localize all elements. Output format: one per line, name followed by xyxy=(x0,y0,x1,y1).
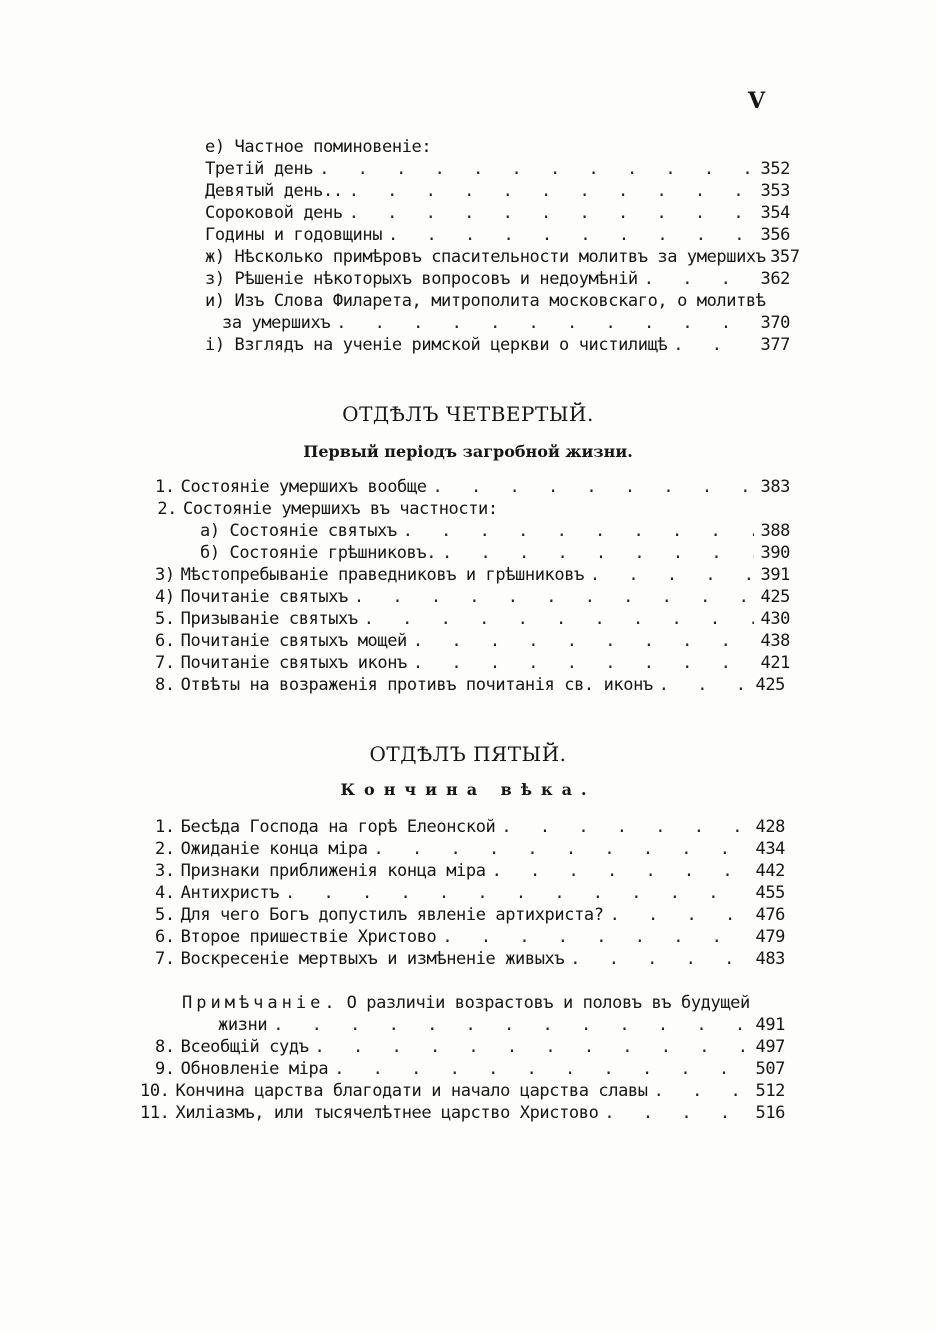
toc-entry-number: 9. xyxy=(155,1059,175,1079)
toc-entry-label: Третій день xyxy=(205,159,314,179)
toc-entry[interactable] xyxy=(155,816,785,838)
toc-entry-number: 4) xyxy=(155,587,175,607)
toc-entry-page: 479 xyxy=(755,927,785,947)
leader-dots xyxy=(610,904,749,926)
note-line xyxy=(182,992,785,1014)
toc-entry-page: 442 xyxy=(755,861,785,881)
toc-intro-label: е) Частное поминовеніе: xyxy=(205,137,432,157)
toc-entry-page: 356 xyxy=(760,225,790,245)
toc-entry-number: 5. xyxy=(155,905,175,925)
toc-entry[interactable] xyxy=(205,246,800,268)
toc-entry-page: 516 xyxy=(755,1103,785,1123)
toc-entry[interactable] xyxy=(155,674,785,696)
toc-entry-page: 428 xyxy=(755,817,785,837)
toc-entry-page: 455 xyxy=(755,883,785,903)
leader-dots xyxy=(654,1080,749,1102)
toc-entry-label: Для чего Богъ допустилъ явленіе артихриста? xyxy=(180,905,604,925)
toc-entry-page: 390 xyxy=(760,543,790,563)
toc-entry-label: а) Состояніе святыхъ xyxy=(200,521,397,541)
toc-entry-number: 10. xyxy=(140,1081,170,1101)
leader-dots xyxy=(364,608,754,630)
toc-entry[interactable] xyxy=(222,312,790,334)
toc-entry[interactable] xyxy=(155,652,790,674)
toc-entry[interactable] xyxy=(155,564,790,586)
toc-entry[interactable] xyxy=(205,334,790,356)
toc-entry[interactable] xyxy=(155,948,785,970)
leader-dots xyxy=(590,564,754,586)
toc-entry-page: 377 xyxy=(760,335,790,355)
toc-entry[interactable] xyxy=(205,290,790,312)
toc-entry-label: ж) Нѣсколько примѣровъ спасительности молитвъ за умершихъ xyxy=(205,247,766,267)
toc-entry-label: б) Состояніе грѣшниковъ. xyxy=(200,543,437,563)
toc-entry-label: Почитаніе святыхъ мощей xyxy=(180,631,407,651)
toc-entry[interactable] xyxy=(155,904,785,926)
toc-entry-page: 430 xyxy=(760,609,790,629)
toc-entry-label: Обновленіе міра xyxy=(180,1059,329,1079)
toc-entry-page: 483 xyxy=(755,949,785,969)
toc-entry[interactable] xyxy=(155,860,785,882)
leader-dots xyxy=(285,882,749,904)
leader-dots xyxy=(644,268,754,290)
toc-entry-label: Второе пришествіе Христово xyxy=(180,927,437,947)
toc-entry-page: 362 xyxy=(760,269,790,289)
toc-entry-label: за умершихъ xyxy=(222,313,331,333)
toc-entry-page: 497 xyxy=(755,1037,785,1057)
toc-entry[interactable] xyxy=(200,520,790,542)
toc-entry[interactable] xyxy=(218,1014,785,1036)
leader-dots xyxy=(349,202,754,224)
leader-dots xyxy=(659,674,749,696)
toc-entry-label: і) Взглядъ на ученіе римской церкви о чистилищѣ xyxy=(205,335,668,355)
toc-entry-label: з) Рѣшеніе нѣкоторыхъ вопросовъ и недоумѣній xyxy=(205,269,638,289)
toc-entry-label: и) Изъ Слова Филарета, митрополита московскаго, о молитвѣ xyxy=(205,291,766,311)
leader-dots xyxy=(349,180,754,202)
toc-entry-page: 383 xyxy=(760,477,790,497)
toc-entry-page: 438 xyxy=(760,631,790,651)
leader-dots xyxy=(354,586,754,608)
leader-dots xyxy=(336,312,754,334)
toc-entry[interactable] xyxy=(205,268,790,290)
page-number: V xyxy=(748,88,766,114)
toc-entry-page: 434 xyxy=(755,839,785,859)
leader-dots xyxy=(604,1102,749,1124)
toc-entry-label: Воскресеніе мертвыхъ и измѣненіе живыхъ xyxy=(180,949,565,969)
toc-entry-label: Сороковой день xyxy=(205,203,343,223)
toc-entry[interactable] xyxy=(155,1036,785,1058)
section-subtitle: Кончина вѣка. xyxy=(340,780,596,799)
leader-dots xyxy=(413,630,754,652)
toc-entry-page: 388 xyxy=(760,521,790,541)
leader-dots xyxy=(570,948,749,970)
toc-entry-number: 6. xyxy=(155,631,175,651)
toc-entry-page: 425 xyxy=(760,587,790,607)
toc-entry-page: 476 xyxy=(755,905,785,925)
toc-entry-label: Хиліазмъ, или тысячелѣтнее царство Христово xyxy=(175,1103,599,1123)
toc-entry-number: 1. xyxy=(155,477,175,497)
toc-entry-page: 491 xyxy=(755,1015,785,1035)
toc-entry[interactable] xyxy=(155,838,785,860)
toc-entry-label: Ожиданіе конца міра xyxy=(180,839,368,859)
toc-entry-label: Состояніе умершихъ вообще xyxy=(180,477,427,497)
leader-dots xyxy=(433,476,754,498)
leader-dots xyxy=(273,1014,749,1036)
toc-entry[interactable] xyxy=(155,1058,785,1080)
toc-entry-label: Почитаніе святыхъ иконъ xyxy=(180,653,407,673)
toc-entry-page: 354 xyxy=(760,203,790,223)
toc-entry[interactable] xyxy=(155,882,785,904)
leader-dots xyxy=(673,334,754,356)
toc-entry-number: 7. xyxy=(155,653,175,673)
section-title: ОТДѢЛЪ ПЯТЫЙ. xyxy=(369,742,567,766)
toc-entry-label: Девятый день.. xyxy=(205,181,343,201)
section-title: ОТДѢЛЪ ЧЕТВЕРТЫЙ. xyxy=(342,402,594,426)
leader-dots xyxy=(315,1036,749,1058)
toc-entry-page: 507 xyxy=(755,1059,785,1079)
toc-entry-page: 353 xyxy=(760,181,790,201)
toc-entry-number: 1. xyxy=(155,817,175,837)
leader-dots xyxy=(501,816,749,838)
toc-entry[interactable] xyxy=(205,202,790,224)
toc-entry[interactable] xyxy=(140,1080,785,1102)
toc-entry-label: Отвѣты на возраженія противъ почитанія св. иконъ xyxy=(180,675,653,695)
toc-entry-number: 7. xyxy=(155,949,175,969)
toc-entry-number: 2. xyxy=(155,839,175,859)
leader-dots xyxy=(374,838,749,860)
toc-entry-label: Бесѣда Господа на горѣ Елеонской xyxy=(180,817,496,837)
note-continuation: жизни xyxy=(218,1015,268,1035)
toc-entry-number: 4. xyxy=(155,883,175,903)
toc-entry[interactable] xyxy=(205,158,790,180)
toc-entry-number: 6. xyxy=(155,927,175,947)
toc-entry-label: Состояніе умершихъ въ частности: xyxy=(183,499,498,519)
toc-entry[interactable] xyxy=(155,586,790,608)
toc-entry-label: Признаки приближенія конца міра xyxy=(180,861,486,881)
toc-entry-page: 391 xyxy=(760,565,790,585)
toc-entry-number: 2. xyxy=(157,499,177,519)
toc-intro xyxy=(205,136,790,158)
toc-entry-label: Антихристъ xyxy=(180,883,280,903)
leader-dots xyxy=(388,224,754,246)
toc-entry-number: 11. xyxy=(140,1103,170,1123)
toc-entry-number: 8. xyxy=(155,675,175,695)
leader-dots xyxy=(492,860,749,882)
toc-entry-number: 3) xyxy=(155,565,175,585)
toc-entry[interactable] xyxy=(155,926,785,948)
toc-entry-number: 5. xyxy=(155,609,175,629)
toc-entry-page: 425 xyxy=(755,675,785,695)
toc-entry-number: 8. xyxy=(155,1037,175,1057)
note-text: О различіи возрастовъ и половъ въ будущей xyxy=(346,993,750,1013)
toc-entry[interactable] xyxy=(140,1102,785,1124)
toc-entry[interactable] xyxy=(205,224,790,246)
toc-entry-page: 352 xyxy=(760,159,790,179)
toc-entry-page: 512 xyxy=(755,1081,785,1101)
section-subtitle: Первый періодъ загробной жизни. xyxy=(303,442,633,461)
toc-entry-label: Призываніе святыхъ xyxy=(180,609,358,629)
toc-entry[interactable] xyxy=(200,542,790,564)
toc-entry-label: Мѣстопребываніе праведниковъ и грѣшниковъ xyxy=(180,565,584,585)
leader-dots xyxy=(442,542,754,564)
toc-entry[interactable] xyxy=(205,180,790,202)
toc-entry-number: 3. xyxy=(155,861,175,881)
toc-entry-label: Всеобщій судъ xyxy=(180,1037,309,1057)
toc-entry[interactable] xyxy=(155,476,790,498)
leader-dots xyxy=(334,1058,749,1080)
toc-entry[interactable] xyxy=(155,608,790,630)
leader-dots xyxy=(413,652,754,674)
toc-entry-label: Кончина царства благодати и начало царства славы xyxy=(175,1081,648,1101)
leader-dots xyxy=(442,926,749,948)
toc-entry[interactable] xyxy=(155,630,790,652)
note-label: Примѣчаніе. xyxy=(182,993,339,1013)
leader-dots xyxy=(403,520,754,542)
toc-entry[interactable] xyxy=(155,498,790,520)
toc-entry-label: Почитаніе святыхъ xyxy=(180,587,348,607)
toc-entry-label: Годины и годовщины xyxy=(205,225,383,245)
toc-entry-page: 421 xyxy=(760,653,790,673)
toc-entry-page: 357 xyxy=(770,247,800,267)
leader-dots xyxy=(319,158,754,180)
toc-entry-page: 370 xyxy=(760,313,790,333)
